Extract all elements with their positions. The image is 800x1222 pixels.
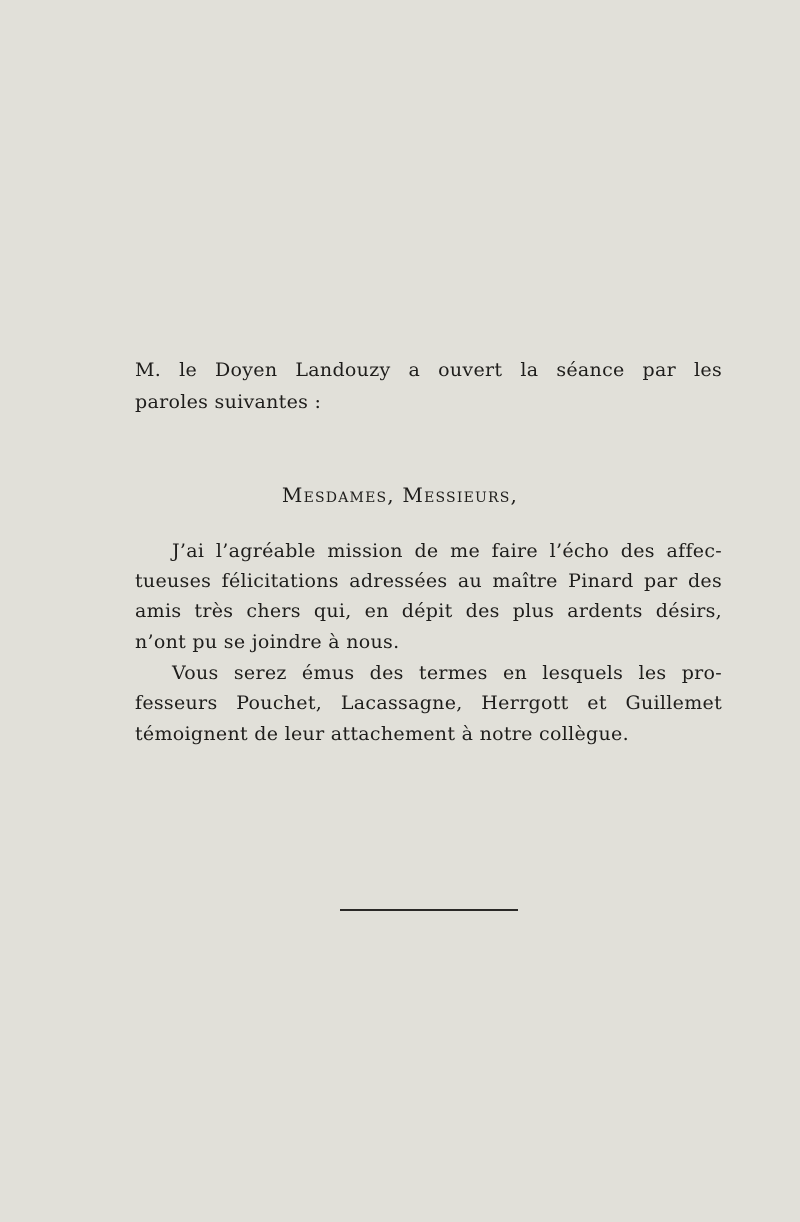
- intro-line-2: paroles suivantes :: [135, 391, 322, 413]
- paragraph-2-line-3: témoignent de leur attachement à notre collègue.: [135, 723, 629, 745]
- section-divider-rule: [340, 909, 518, 911]
- paragraph-1-line-4: n’ont pu se joindre à nous.: [135, 631, 400, 653]
- paragraph-1-line-1: J’ai l’agréable mission de me faire l’écho des affec-: [172, 540, 722, 562]
- paragraph-2-line-1: Vous serez émus des termes en lesquels les pro-: [172, 662, 722, 684]
- paragraph-1-line-3: amis très chers qui, en dépit des plus ardents désirs,: [135, 600, 722, 622]
- paragraph-2-line-2: fesseurs Pouchet, Lacassagne, Herrgott et Guillemet: [135, 692, 722, 714]
- paragraph-1-line-2: tueuses félicitations adressées au maître Pinard par des: [135, 570, 722, 592]
- salutation-heading: Mesdames, Messieurs,: [281, 483, 519, 507]
- intro-line-1: M. le Doyen Landouzy a ouvert la séance par les: [135, 359, 722, 381]
